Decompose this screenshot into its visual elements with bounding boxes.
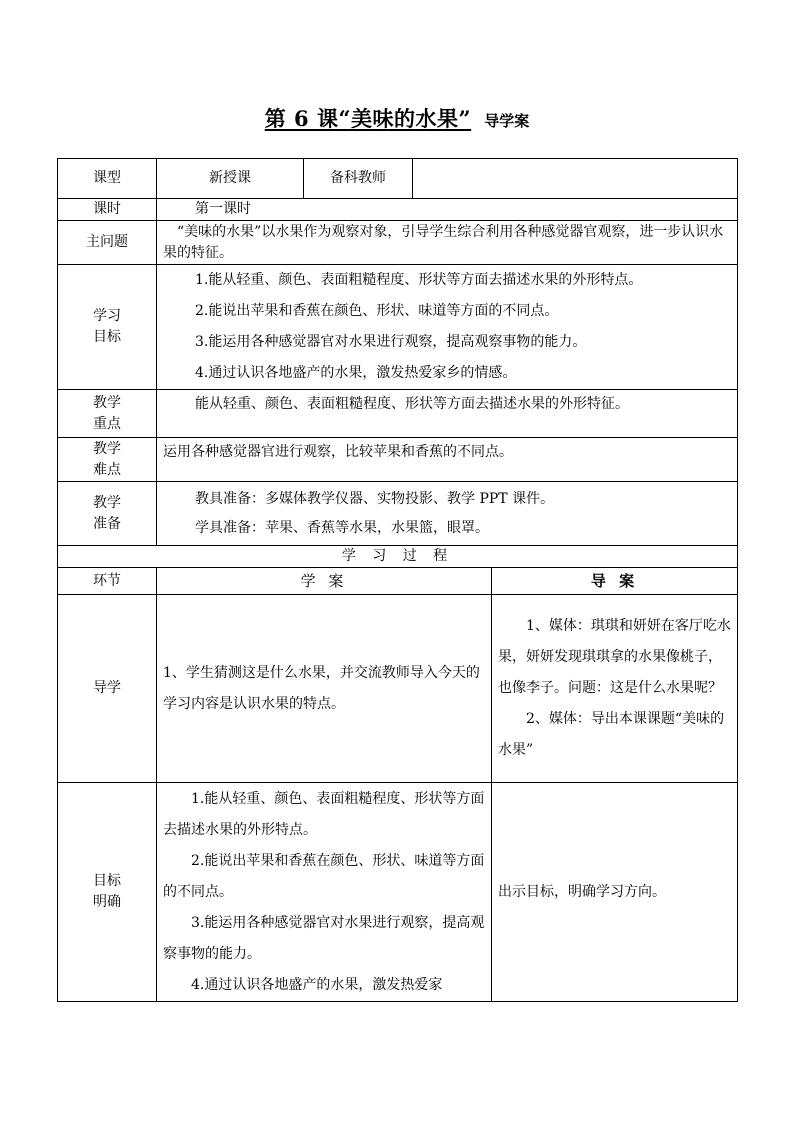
col-guide-header: 导 案 [492, 568, 738, 595]
key-label-line1: 教学 [93, 394, 121, 411]
guide-cell [492, 595, 738, 783]
row-preparation [58, 482, 738, 546]
study-goal-item: 4.通过认识各地盛产的水果，激发热爱家 [191, 977, 443, 993]
study-goals-cell [157, 783, 492, 1002]
goals-cell [157, 265, 738, 390]
study-goal-item: 3.能运用各种感觉器官对水果进行观察，提高观察事物的能力。 [163, 915, 485, 962]
goals-label-line1: 学习 [93, 308, 121, 324]
row-goals [58, 265, 738, 390]
stage-goals-line1: 目标 [93, 873, 121, 889]
row-process-header [58, 568, 738, 595]
row-process-heading [58, 546, 738, 568]
diff-label-line1: 教学 [93, 440, 121, 457]
goal-item: 2.能说出苹果和香蕉在颜色、形状、味道等方面的不同点。 [195, 303, 559, 319]
col-stage-header: 环节 [58, 568, 157, 595]
goal-item: 1.能从轻重、颜色、表面粗糙程度、形状等方面去描述水果的外形特点。 [195, 272, 643, 288]
stage-goals-line2: 明确 [93, 894, 121, 910]
goal-item: 3.能运用各种感觉器官对水果进行观察，提高观察事物的能力。 [195, 334, 587, 350]
key-label-line2: 重点 [93, 415, 121, 432]
key-value: 能从轻重、颜色、表面粗糙程度、形状等方面去描述水果的外形特征。 [157, 390, 738, 438]
prep-label-line1: 教学 [93, 494, 121, 511]
col-study-header: 学 案 [157, 568, 492, 595]
prep-teacher: 教具准备：多媒体教学仪器、实物投影、教学 PPT 课件。 [195, 490, 555, 507]
lesson-plan-table [57, 158, 738, 1002]
type-value: 新授课 [157, 159, 304, 199]
prep-cell [157, 482, 738, 546]
teacher-value [413, 159, 738, 199]
stage-guide-study: 导学 [58, 595, 157, 783]
row-difficulties [58, 438, 738, 482]
row-period [58, 199, 738, 221]
prep-student: 学具准备：苹果、香蕉等水果，水果篮，眼罩。 [195, 519, 489, 536]
theme-label: 主问题 [58, 221, 157, 265]
row-key-points [58, 390, 738, 438]
goals-label [58, 265, 157, 390]
diff-label [58, 438, 157, 482]
row-guide-study [58, 595, 738, 783]
guide-item: 1、媒体：琪琪和妍妍在客厅吃水果，妍妍发现琪琪拿的水果像桃子，也像李子。问题：这是什么水果呢？ [498, 618, 731, 696]
theme-value: “美味的水果”以水果作为观察对象，引导学生综合利用各种感觉器官观察，进一步认识水果的特征。 [157, 221, 738, 265]
prep-label-line2: 准备 [93, 515, 121, 532]
lesson-subtitle: 导学案 [484, 112, 530, 130]
row-type [58, 159, 738, 199]
diff-value: 运用各种感觉器官进行观察，比较苹果和香蕉的不同点。 [157, 438, 738, 482]
lesson-title: 第 6 课“美味的水果” [264, 106, 472, 131]
goal-item: 4.通过认识各地盛产的水果，激发热爱家乡的情感。 [195, 365, 517, 381]
guide-goal-item: 出示目标，明确学习方向。 [498, 883, 666, 900]
prep-label [58, 482, 157, 546]
period-label: 课时 [58, 199, 157, 221]
row-goals-clear [58, 783, 738, 1002]
guide-item: 2、媒体：导出本课课题“美味的水果” [498, 711, 725, 758]
process-heading: 学 习 过 程 [58, 546, 738, 568]
stage-goals-clear [58, 783, 157, 1002]
type-label: 课型 [58, 159, 157, 199]
document-title [0, 103, 794, 133]
study-item: 1、学生猜测这是什么水果，并交流教师导入今天的学习内容是认识水果的特点。 [163, 664, 480, 712]
study-goal-item: 1.能从轻重、颜色、表面粗糙程度、形状等方面去描述水果的外形特点。 [163, 791, 485, 838]
guide-goals-cell [492, 783, 738, 1002]
study-goal-item: 2.能说出苹果和香蕉在颜色、形状、味道等方面的不同点。 [163, 853, 485, 900]
period-value: 第一课时 [157, 199, 738, 221]
diff-label-line2: 难点 [93, 461, 121, 478]
study-cell [157, 595, 492, 783]
goals-label-line2: 目标 [93, 329, 121, 345]
teacher-label: 备科教师 [304, 159, 413, 199]
key-label [58, 390, 157, 438]
row-theme [58, 221, 738, 265]
